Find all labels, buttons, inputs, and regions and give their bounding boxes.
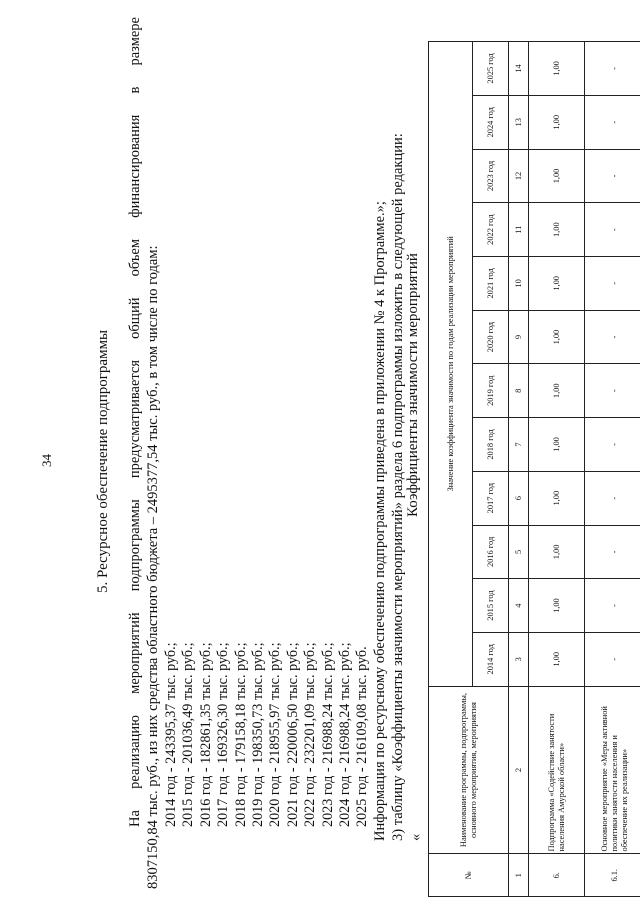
table-row — [585, 42, 640, 897]
table-row — [529, 42, 585, 897]
year-header: 2023 год — [473, 149, 509, 203]
year-header: 2020 год — [473, 310, 509, 364]
column-number: 9 — [509, 310, 529, 364]
value-cell: 1,00 — [529, 525, 585, 579]
col-header-name: Наименование программы, подпрограммы, основного мероприятия, мероприятия — [429, 686, 509, 854]
value-cell: - — [585, 95, 640, 149]
value-cell: 1,00 — [529, 203, 585, 257]
column-number: 6 — [509, 471, 529, 525]
item3-line: 3) таблицу «Коэффициенты значимости мероприятий» раздела 6 подпрограммы изложить в следующей редакции: — [390, 133, 406, 841]
year-header: 2016 год — [473, 525, 509, 579]
funding-year-item: 2024 год - 216988,24 тыс. руб.; — [337, 642, 354, 827]
column-number: 14 — [509, 42, 529, 96]
value-cell: - — [585, 418, 640, 472]
value-cell: - — [585, 310, 640, 364]
column-number: 8 — [509, 364, 529, 418]
funding-year-item: 2022 год - 232201,09 тыс. руб.; — [302, 642, 319, 827]
row-name: Подпрограмма «Содействие занятости населения Амурской области» — [529, 686, 585, 854]
year-header: 2015 год — [473, 579, 509, 633]
value-cell: - — [585, 364, 640, 418]
group-header: Значение коэффициента значимости по годам реализации мероприятий — [429, 42, 473, 687]
year-header: 2025 год — [473, 42, 509, 96]
value-cell: 1,00 — [529, 632, 585, 686]
value-cell: - — [585, 257, 640, 311]
value-cell: 1,00 — [529, 257, 585, 311]
row-no: 6. — [529, 854, 585, 897]
quote-open: « — [408, 833, 424, 841]
funding-year-item: 2014 год - 243395,37 тыс. руб.; — [163, 642, 179, 827]
column-number: 2 — [509, 686, 529, 854]
funding-year-item: 2017 год - 169326,30 тыс. руб.; — [215, 642, 232, 827]
funding-list — [163, 642, 372, 827]
year-header: 2024 год — [473, 95, 509, 149]
funding-year-item: 2018 год - 179158,18 тыс. руб.; — [232, 642, 249, 827]
year-header: 2022 год — [473, 203, 509, 257]
value-cell: 1,00 — [529, 579, 585, 633]
value-cell: 1,00 — [529, 310, 585, 364]
row-name: Основное мероприятие «Меры активной политики занятости населения и обеспечение их реализации» — [585, 686, 640, 854]
value-cell: 1,00 — [529, 418, 585, 472]
column-number: 11 — [509, 203, 529, 257]
value-cell: - — [585, 525, 640, 579]
intro-line-1: На реализацию мероприятий подпрограммы предусматривается общий объем финансирования в размере — [127, 17, 143, 827]
funding-year-item: 2016 год - 182861,35 тыс. руб.; — [197, 642, 214, 827]
funding-year-item: 2023 год - 216988,24 тыс. руб.; — [319, 642, 336, 827]
value-cell: - — [585, 632, 640, 686]
col-header-no: № — [429, 854, 509, 897]
value-cell: - — [585, 471, 640, 525]
value-cell: - — [585, 203, 640, 257]
coefficients-table — [428, 41, 640, 897]
row-no: 6.1. — [585, 854, 640, 897]
year-header: 2019 год — [473, 364, 509, 418]
funding-year-item: 2020 год - 218955,97 тыс. руб.; — [267, 642, 284, 827]
year-header: 2017 год — [473, 471, 509, 525]
page-number: 34 — [39, 454, 54, 467]
column-number: 5 — [509, 525, 529, 579]
table-title: Коэффициенты значимости мероприятий — [405, 253, 421, 517]
info-line: Информация по ресурсному обеспечению подпрограммы приведена в приложении № 4 к Программе.»; — [372, 201, 388, 841]
value-cell: 1,00 — [529, 471, 585, 525]
value-cell: - — [585, 42, 640, 96]
value-cell: 1,00 — [529, 149, 585, 203]
column-number: 4 — [509, 579, 529, 633]
column-number: 10 — [509, 257, 529, 311]
value-cell: 1,00 — [529, 95, 585, 149]
funding-year-item: 2021 год - 220006,50 тыс. руб.; — [284, 642, 301, 827]
value-cell: - — [585, 579, 640, 633]
funding-year-item: 2025 год - 216109,08 тыс. руб. — [354, 646, 371, 827]
column-number: 7 — [509, 418, 529, 472]
year-header: 2014 год — [473, 632, 509, 686]
value-cell: 1,00 — [529, 42, 585, 96]
numbering-row — [509, 42, 529, 897]
value-cell: 1,00 — [529, 364, 585, 418]
year-header: 2021 год — [473, 257, 509, 311]
year-header: 2018 год — [473, 418, 509, 472]
value-cell: - — [585, 149, 640, 203]
column-number: 3 — [509, 632, 529, 686]
column-number: 1 — [509, 854, 529, 897]
section-title: 5. Ресурсное обеспечение подпрограммы — [95, 329, 111, 593]
column-number: 13 — [509, 95, 529, 149]
funding-year-item: 2019 год - 198350,73 тыс. руб.; — [250, 642, 267, 827]
funding-year-item: 2015 год - 201036,49 тыс. руб.; — [180, 642, 197, 827]
intro-line-2: 8307150,84 тыс. руб., из них средства областного бюджета – 2495377,54 тыс. руб., в том числе по годам: — [145, 245, 161, 889]
column-number: 12 — [509, 149, 529, 203]
